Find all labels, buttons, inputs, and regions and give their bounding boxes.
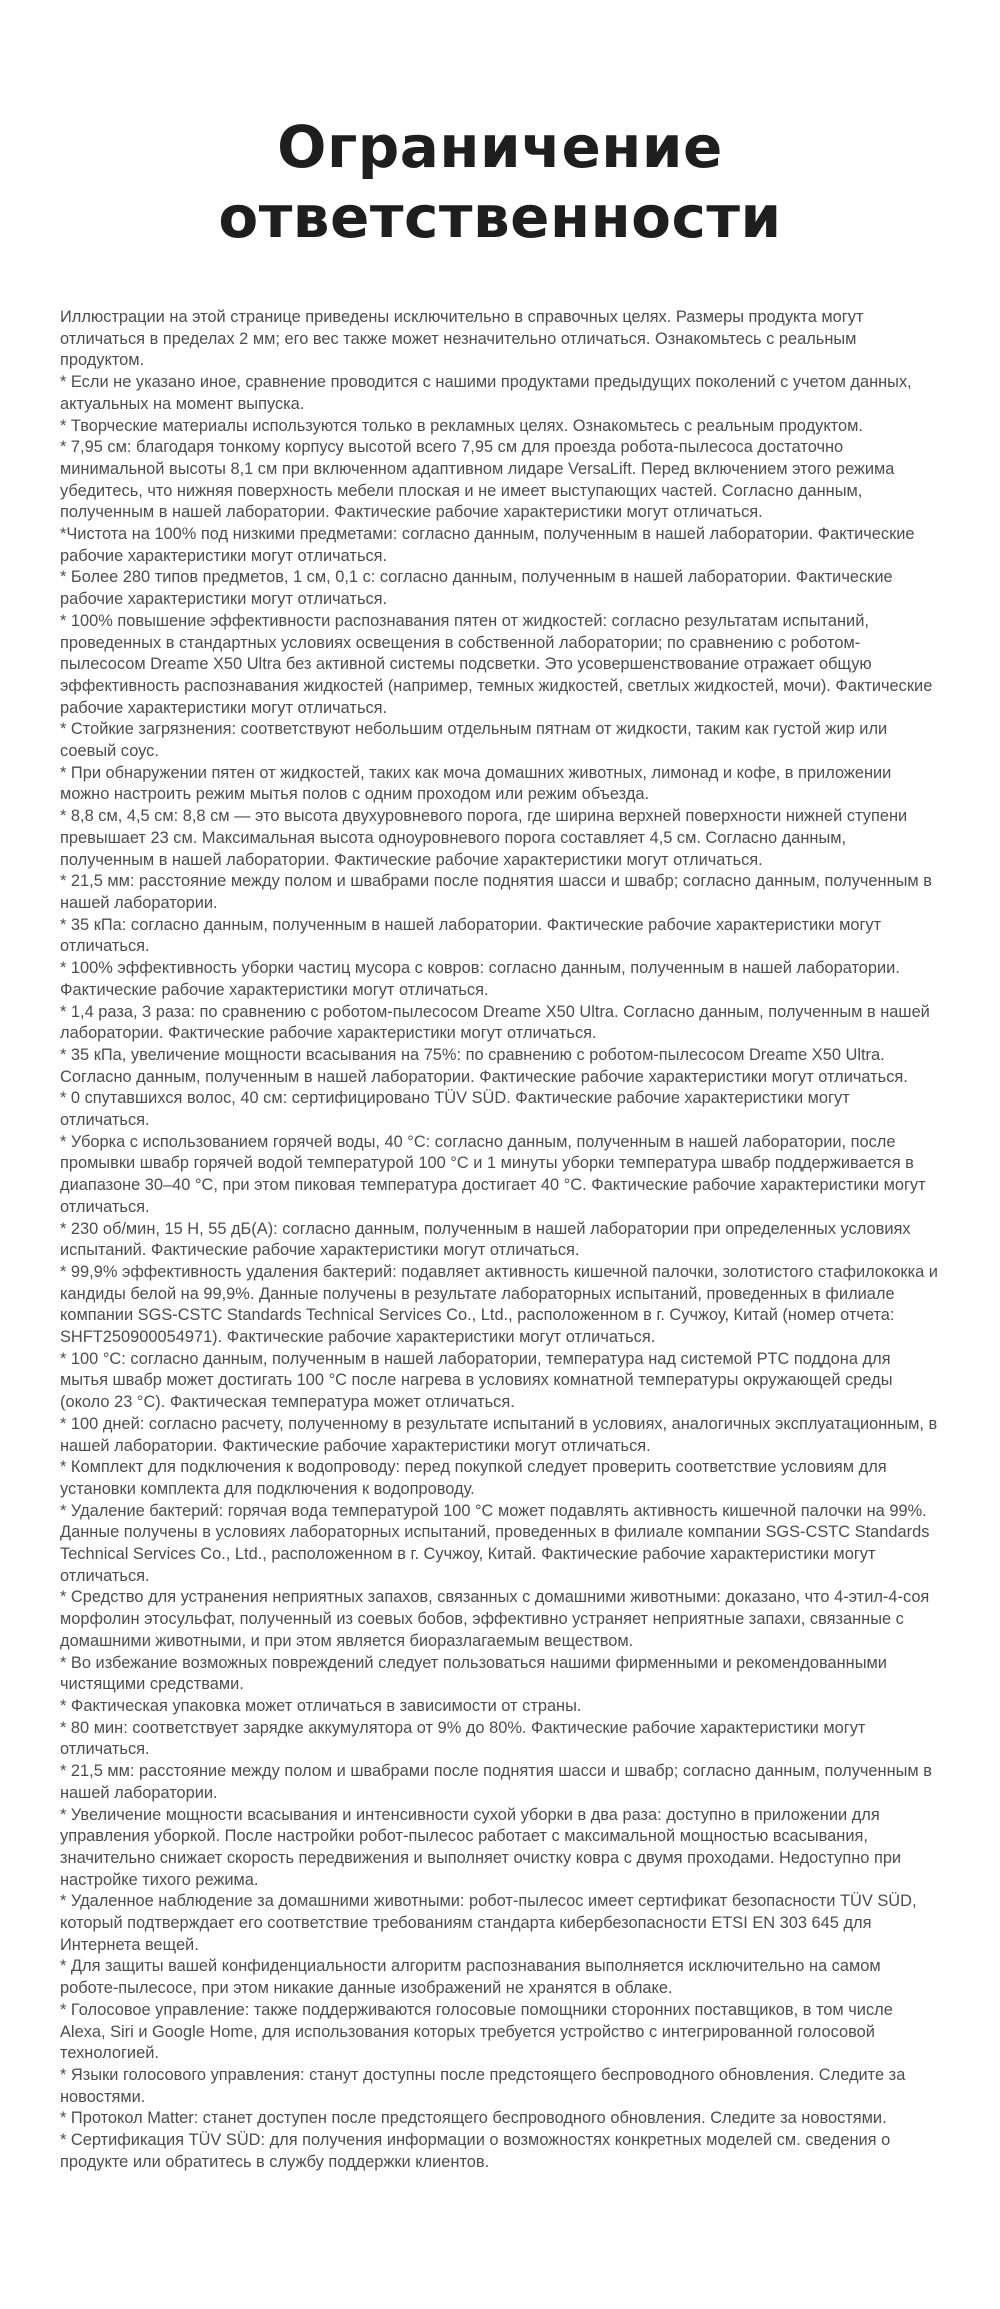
disclaimer-paragraph: * При обнаружении пятен от жидкостей, таких как моча домашних животных, лимонад и кофе, в приложении можно настроить режим мытья полов с одним проходом или режим объезда.: [60, 763, 892, 804]
disclaimer-paragraph: * 21,5 мм: расстояние между полом и швабрами после поднятия шасси и швабр; согласно данным, полученным в нашей лаборатории.: [60, 1762, 932, 1802]
disclaimer-paragraph: * 230 об/мин, 15 Н, 55 дБ(А): согласно данным, полученным в нашей лаборатории при определенных условиях испытаний. Фактические рабочие характеристики могут отличаться.: [60, 1219, 911, 1260]
disclaimer-paragraph: * Протокол Matter: станет доступен после предстоящего беспроводного обновления. Следите за новостями.: [60, 2109, 887, 2128]
disclaimer-paragraph: * 100 дней: согласно расчету, полученному в результате испытаний в условиях, аналогичных эксплуатационным, в нашей лаборатории. Фактические рабочие характеристики могут отличаться.: [60, 1414, 938, 1455]
disclaimer-paragraph: * 0 спутавшихся волос, 40 см: сертифицировано TÜV SÜD. Фактические рабочие характеристики могут отличаться.: [60, 1089, 850, 1130]
disclaimer-paragraph: * Голосовое управление: также поддерживаются голосовые помощники сторонних поставщиков, в том числе Alexa, Siri и Google Home, для использования которых требуется устройство с интегрированной голосовой технологией.: [60, 2000, 893, 2063]
page-title: [0, 112, 1000, 252]
disclaimer-paragraph: * Сертификация TÜV SÜD: для получения информации о возможностях конкретных моделей см. сведения о продукте или обратитесь в службу поддержки клиентов.: [60, 2131, 891, 2171]
disclaimer-paragraph: * Увеличение мощности всасывания и интенсивности сухой уборки в два раза: доступно в приложении для управления уборкой. После настройки робот-пылесос работает с максимальной мощностью всасывания, значительно снижает скорость передвижения и выполняет очистку ковра с двумя проходами. Недоступно при настройке тихого режима.: [60, 1805, 902, 1889]
disclaimer-paragraph: * 35 кПа, увеличение мощности всасывания на 75%: по сравнению с роботом-пылесосом Dreame X50 Ultra. Согласно данным, полученным в нашей лаборатории. Фактические рабочие характеристики могут отличаться.: [60, 1045, 908, 1086]
disclaimer-paragraph: * 100% эффективность уборки частиц мусора с ковров: согласно данным, полученным в нашей лаборатории. Фактические рабочие характеристики могут отличаться.: [60, 959, 900, 999]
disclaimer-paragraph: * Уборка с использованием горячей воды, 40 °C: согласно данным, полученным в нашей лаборатории, после промывки швабр горячей водой температурой 100 °C и 1 минуты уборки температура швабр поддерживается в диапазоне 30–40 °C, при этом пиковая температура достигает 40 °C. Фактические рабочие характеристики могут отличаться.: [60, 1132, 926, 1216]
disclaimer-paragraph: * Во избежание возможных повреждений следует пользоваться нашими фирменными и рекомендованными чистящими средствами.: [60, 1653, 887, 1694]
disclaimer-paragraph: * 100 °C: согласно данным, полученным в нашей лаборатории, температура над системой PTC поддона для мытья швабр может достигать 100 °C после нагрева в условиях комнатной температуры окружающей среды (около 23 °C). Фактическая температура может отличаться.: [60, 1349, 893, 1412]
disclaimer-paragraph: * Средство для устранения неприятных запахов, связанных с домашними животными: доказано, что 4-этил-4-соя морфолин этосульфат, полученный из соевых бобов, эффективно устраняет неприятные запахи, связанные с домашними животными, и при этом является биоразлагаемым веществом.: [60, 1588, 930, 1650]
disclaimer-paragraph: * Удаление бактерий: горячая вода температурой 100 °C может подавлять активность кишечной палочки на 99%. Данные получены в условиях лабораторных испытаний, проведенных в филиале компании SGS-CSTC Standards Technical Services Co., Ltd., расположенном в г. Сучжоу, Китай. Фактические рабочие характеристики могут отличаться.: [60, 1501, 930, 1585]
disclaimer-paragraph: * 1,4 раза, 3 раза: по сравнению с роботом-пылесосом Dreame X50 Ultra. Согласно данным, полученным в нашей лаборатории. Фактические рабочие характеристики могут отличаться.: [60, 1002, 930, 1043]
disclaimer-text: [60, 307, 940, 2173]
disclaimer-paragraph: * Фактическая упаковка может отличаться в зависимости от страны.: [60, 1697, 582, 1715]
page-title-line-1: Ограничение: [277, 113, 723, 181]
disclaimer-paragraph: * Творческие материалы используются только в рекламных целях. Ознакомьтесь с реальным продуктом.: [60, 416, 863, 435]
disclaimer-paragraph: * 80 мин: соответствует зарядке аккумулятора от 9% до 80%. Фактические рабочие характеристики могут отличаться.: [60, 1718, 866, 1759]
disclaimer-paragraph: * 8,8 см, 4,5 см: 8,8 см — это высота двухуровневого порога, где ширина верхней поверхности нижней ступени превышает 23 см. Максимальная высота одноуровневого порога составляет 4,5 см. Согласно данным, полученным в нашей лаборатории. Фактические рабочие характеристики могут отличаться.: [60, 807, 908, 869]
disclaimer-paragraph: * Языки голосового управления: станут доступны после предстоящего беспроводного обновления. Следите за новостями.: [60, 2065, 906, 2106]
disclaimer-paragraph: Иллюстрации на этой странице приведены исключительно в справочных целях. Размеры продукта могут отличаться в пределах 2 мм; его вес также может незначительно отличаться. Ознакомьтесь с реальным продуктом.: [60, 308, 864, 370]
disclaimer-paragraph: * Для защиты вашей конфиденциальности алгоритм распознавания выполняется исключительно на самом роботе-пылесосе, при этом никакие данные изображений не хранятся в облаке.: [60, 1957, 881, 1998]
disclaimer-paragraph: * Если не указано иное, сравнение проводится с нашими продуктами предыдущих поколений с учетом данных, актуальных на момент выпуска.: [60, 373, 912, 413]
disclaimer-paragraph: * 100% повышение эффективности распознавания пятен от жидкостей: согласно результатам испытаний, проведенных в стандартных условиях освещения в собственной лаборатории; по сравнению с роботом-пылесосом Dreame X50 Ultra без активной системы подсветки. Это усовершенствование отражает общую эффективность распознавания жидкостей (например, темных жидкостей, светлых жидкостей, мочи). Фактические рабочие характеристики могут отличаться.: [60, 611, 933, 717]
disclaimer-paragraph: *Чистота на 100% под низкими предметами: согласно данным, полученным в нашей лаборатории. Фактические рабочие характеристики могут отличаться.: [60, 525, 915, 565]
disclaimer-paragraph: * 7,95 см: благодаря тонкому корпусу высотой всего 7,95 см для проезда робота-пылесоса достаточно минимальной высоты 8,1 см при включенном адаптивном лидаре VersaLift. Перед включением этого режима убедитесь, что нижняя поверхность мебели плоская и не имеет выступающих частей. Согласно данным, полученным в нашей лаборатории. Фактические рабочие характеристики могут отличаться.: [60, 438, 895, 522]
disclaimer-paragraph: * Комплект для подключения к водопроводу: перед покупкой следует проверить соответствие условиям для установки комплекта для подключения к водопроводу.: [60, 1458, 887, 1498]
disclaimer-paragraph: * Стойкие загрязнения: соответствуют небольшим отдельным пятнам от жидкости, таким как густой жир или соевый соус.: [60, 720, 888, 761]
disclaimer-paragraph: * 21,5 мм: расстояние между полом и швабрами после поднятия шасси и швабр; согласно данным, полученным в нашей лаборатории.: [60, 872, 932, 912]
disclaimer-paragraph: * 35 кПа: согласно данным, полученным в нашей лаборатории. Фактические рабочие характеристики могут отличаться.: [60, 915, 882, 956]
disclaimer-paragraph: * 99,9% эффективность удаления бактерий: подавляет активность кишечной палочки, золотистого стафилококка и кандиды белой на 99,9%. Данные получены в результате лабораторных испытаний, проведенных в филиале компании SGS-CSTC Standards Technical Services Co., Ltd., расположенном в г. Сучжоу, Китай (номер отчета: SHFT250900054971). Фактические рабочие характеристики могут отличаться.: [60, 1262, 938, 1347]
disclaimer-paragraph: * Удаленное наблюдение за домашними животными: робот-пылесос имеет сертификат безопасности TÜV SÜD, который подтверждает его соответствие требованиям стандарта кибербезопасности ETSI EN 303 645 для Интернета вещей.: [60, 1892, 917, 1954]
disclaimer-paragraph: * Более 280 типов предметов, 1 см, 0,1 с: согласно данным, полученным в нашей лаборатории. Фактические рабочие характеристики могут отличаться.: [60, 568, 893, 609]
page-title-line-2: ответственности: [218, 183, 782, 251]
